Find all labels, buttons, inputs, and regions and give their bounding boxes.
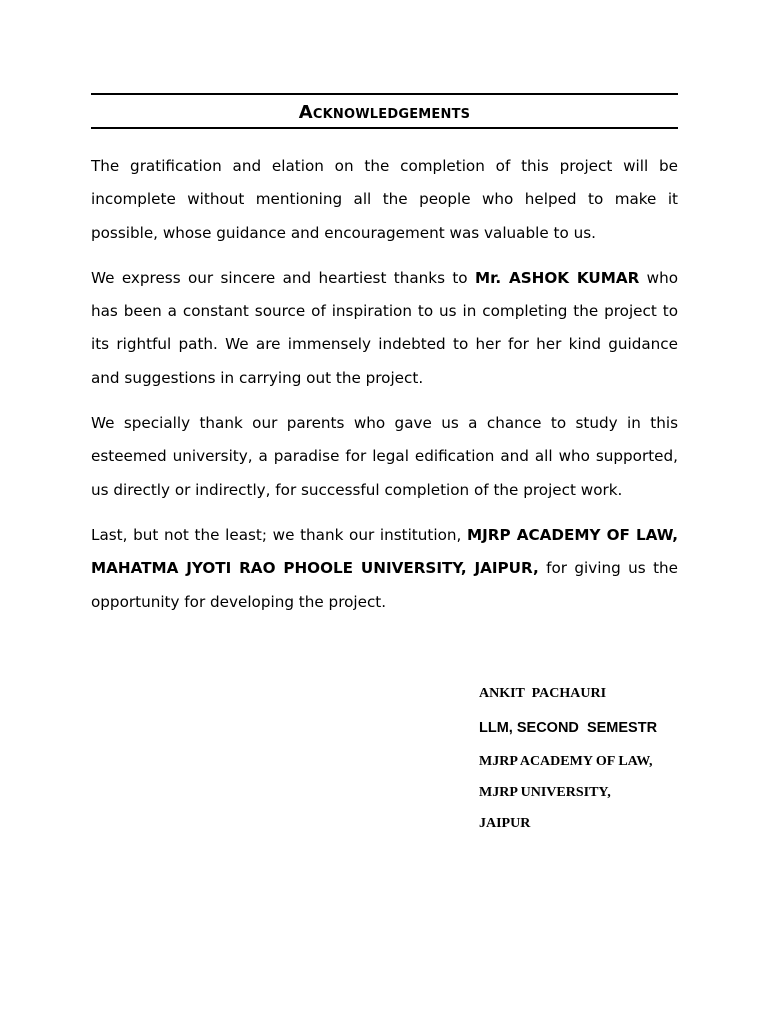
paragraph-2 (91, 262, 678, 395)
heading-block (91, 93, 678, 129)
paragraph-4-after: for giving us the opportunity for developing the project. (91, 559, 678, 611)
paragraph-4-before: Last, but not the least; we thank our institution, (91, 525, 467, 544)
paragraph-3 (91, 407, 678, 507)
page-title: Acknowledgements (298, 102, 471, 123)
guide-name: Mr. ASHOK KUMAR (474, 268, 640, 287)
signature-name: ANKIT PACHAURI (479, 686, 607, 701)
signature-university: MJRP UNIVERSITY, (479, 785, 611, 800)
paragraph-1-text: The gratification and elation on the completion of this project will be incomplete without mentioning all the people who helped to make it possible, whose guidance and encouragement was valuable to us. (91, 157, 678, 242)
paragraph-1 (91, 150, 678, 250)
signature-course: LLM, SECOND SEMESTR (479, 720, 658, 736)
signature-academy: MJRP ACADEMY OF LAW, (479, 754, 653, 769)
paragraph-2-after: who has been a constant source of inspiration to us in completing the project to its rightful path. We are immensely indebted to her for her kind guidance and suggestions in carrying out the project. (91, 268, 678, 387)
institution-name: MJRP ACADEMY OF LAW, MAHATMA JYOTI RAO PHOOLE UNIVERSITY, JAIPUR, (91, 525, 679, 578)
signature-city: JAIPUR (479, 816, 531, 831)
paragraph-3-text: We specially thank our parents who gave us a chance to study in this esteemed university, a paradise for legal edification and all who supported, us directly or indirectly, for successful completion of the project work. (91, 414, 678, 499)
paragraph-2-before: We express our sincere and heartiest thanks to (91, 268, 475, 287)
signature-block (479, 686, 739, 832)
document-body (91, 150, 678, 631)
paragraph-4 (91, 519, 678, 619)
bottom-rule (91, 127, 678, 129)
